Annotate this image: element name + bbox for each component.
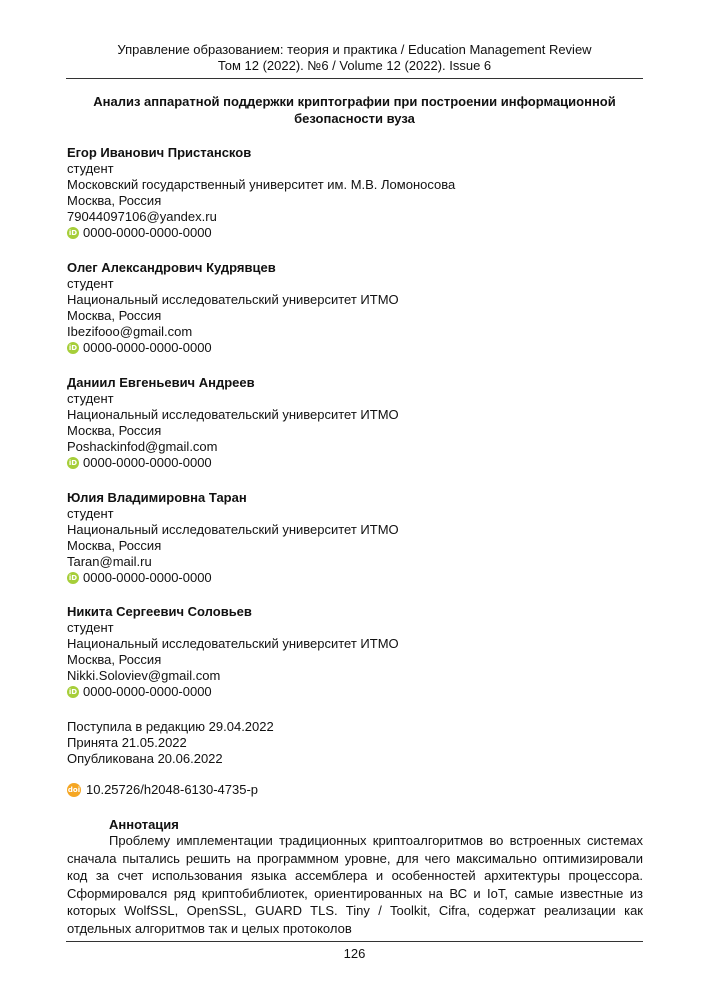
publication-dates [67,719,274,767]
journal-header-line2: Том 12 (2022). №6 / Volume 12 (2022). Issue 6 [217,58,492,73]
orcid-icon: iD [68,574,78,582]
abstract-text: Проблему имплементации традиционных криптоалгоритмов во встроенных системах сначала пытались решить на программном уровне, для чего максимально оптимизировали код за счет использования языка ассемблера и особенностей архитектуры процессора. Сформировался ряд криптобиблиотек, ориентированных на ВС и IoT, самые известные из которых WolfSSL, OpenSSL, GUARD TLS. Tiny / Toolkit, Cifra, содержат реализации как отдельных алгоритмов так и целых протоколов [67,833,643,936]
author-orcid[interactable] [67,684,627,700]
orcid-id[interactable]: 0000-0000-0000-0000 [83,455,212,470]
author-city: Москва, Россия [67,423,162,438]
author-orcid[interactable] [67,455,627,471]
author-orcid[interactable] [67,340,627,356]
author-affiliation: Московский государственный университет им. М.В. Ломоносова [67,177,456,192]
author-affiliation: Национальный исследовательский университет ИТМО [67,407,399,422]
author-block [67,260,627,356]
page-number: 126 [343,946,366,961]
doi-link[interactable] [67,782,258,798]
orcid-id[interactable]: 0000-0000-0000-0000 [83,225,212,240]
orcid-icon: iD [68,229,78,237]
author-affiliation: Национальный исследовательский университет ИТМО [67,522,399,537]
doi-value[interactable]: 10.25726/h2048-6130-4735-p [86,782,259,797]
doi-icon: doi [67,783,81,797]
paper-title: Анализ аппаратной поддержки криптографии при построении информационной безопасности вуза [93,94,616,126]
author-city: Москва, Россия [67,193,162,208]
author-name: Олег Александрович Кудрявцев [67,260,276,275]
orcid-id[interactable]: 0000-0000-0000-0000 [83,570,212,585]
author-name: Никита Сергеевич Соловьев [67,604,252,619]
orcid-icon: iD [68,344,78,352]
author-role: студент [67,506,114,521]
author-city: Москва, Россия [67,652,162,667]
author-email[interactable]: Poshackinfod@gmail.com [67,439,218,454]
author-city: Москва, Россия [67,538,162,553]
author-affiliation: Национальный исследовательский университет ИТМО [67,636,399,651]
author-block [67,490,627,586]
author-email[interactable]: Taran@mail.ru [67,554,152,569]
orcid-icon: iD [68,688,78,696]
orcid-id[interactable]: 0000-0000-0000-0000 [83,684,212,699]
author-role: студент [67,161,114,176]
journal-header-line1: Управление образованием: теория и практика / Education Management Review [117,42,592,57]
published-date: Опубликована 20.06.2022 [67,751,223,766]
author-block [67,604,627,700]
author-block [67,145,627,241]
accepted-date: Принята 21.05.2022 [67,735,187,750]
author-role: студент [67,391,114,406]
author-email[interactable]: Ibezifooo@gmail.com [67,324,193,339]
orcid-id[interactable]: 0000-0000-0000-0000 [83,340,212,355]
author-affiliation: Национальный исследовательский университет ИТМО [67,292,399,307]
orcid-icon: iD [68,459,78,467]
author-email[interactable]: 79044097106@yandex.ru [67,209,217,224]
author-orcid[interactable] [67,225,627,241]
author-orcid[interactable] [67,570,627,586]
author-name: Юлия Владимировна Таран [67,490,247,505]
journal-header [0,42,709,74]
author-email[interactable]: Nikki.Soloviev@gmail.com [67,668,221,683]
abstract-heading: Аннотация [109,817,179,832]
author-role: студент [67,620,114,635]
header-divider [66,78,643,79]
author-name: Егор Иванович Пристансков [67,145,252,160]
author-name: Даниил Евгеньевич Андреев [67,375,255,390]
author-block [67,375,627,471]
author-city: Москва, Россия [67,308,162,323]
received-date: Поступила в редакцию 29.04.2022 [67,719,274,734]
author-role: студент [67,276,114,291]
footer-divider [66,941,643,942]
